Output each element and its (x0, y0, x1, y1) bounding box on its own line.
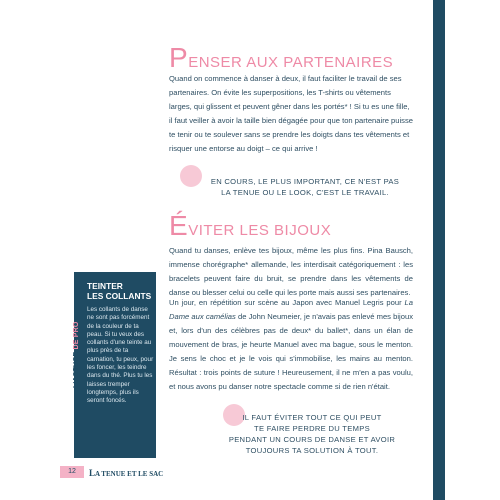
quote-line: EN COURS, LE PLUS IMPORTANT, CE N'EST PAS (210, 177, 400, 186)
sidebar-body: Les collants de danse ne sont pas forcément de la couleur de ta peau. Si tu veux des collants d'une teinte au plus près de ta carnation, tu peux, pour les foncer, les teindre dans du thé. Plus tu les laisses tremper longtemps, plus ils seront foncés. (87, 306, 154, 405)
heading-initial: É (169, 210, 189, 241)
paragraph-anecdote (169, 296, 413, 394)
quote-line: LA TENUE OU LE LOOK, C'EST LE TRAVAIL. (221, 188, 389, 197)
chapter-title-end: SAC (149, 470, 164, 478)
vertical-label-accent: DE PRO (73, 321, 80, 350)
heading-rest: ENSER AUX PARTENAIRES (188, 54, 394, 71)
chapter-title-initial: L (89, 468, 96, 478)
paragraph-bijoux: Quand tu danses, enlève tes bijoux, même les plus fins. Pina Bausch, immense chorégraphe* allemande, les interdisait catégoriquement : les bracelets peuvent faire du bruit, se prendre dans les vêtements de danse ou blesser celui ou celle qui les porte mais aussi ses partenaires. (169, 246, 413, 297)
vertical-label-part: L'ASTUCE (73, 349, 80, 388)
heading-eviter-les-bijoux (169, 206, 331, 243)
chapter-title (89, 465, 163, 481)
paragraph-partenaires: Quand on commence à danser à deux, il faut faciliter le travail de ses partenaires. On évite les superpositions, les T-shirts ou vêtements larges, qui glissent et peuvent gêner dans les portés* ! Si tu es une fille, il faut veiller à avoir la taille bien dégagée pour que ton partenaire puisse te tenir ou te soulever sans se prendre les doigts dans tes vêtements et risquer une entorse au doigt – ce qui arrive ! (169, 74, 414, 153)
sidebar-title (87, 281, 151, 301)
pull-quote-temps (196, 412, 428, 456)
heading-penser-aux-partenaires (169, 38, 393, 75)
sidebar-title-line: TEINTER (87, 281, 123, 291)
anecdote-text-end: de John Neumeier, je n'avais pas enlevé mes bijoux et, lors d'un des célèbres pas de deux* du ballet*, dans un élan de mouvement de bras, je heurte Manuel avec ma bague, sous le menton. Je sens le choc et je le vois qui s'immobilise, les mains au menton. Résultat : trois points de suture ! Heureusement, il ne m'en a pas voulu, et nous avons pu danser notre spectacle comme si de rien n'était. (169, 312, 413, 391)
heading-initial: P (169, 42, 189, 73)
tip-sidebar (74, 272, 156, 458)
chapter-title-rest: A TENUE ET LE (95, 470, 150, 478)
quote-line: IL FAUT ÉVITER TOUT CE QUI PEUT (242, 413, 382, 422)
sidebar-title-line: LES COLLANTS (87, 291, 152, 301)
anecdote-text-start: Un jour, en répétition sur scène au Japon avec Manuel Legris pour (169, 298, 405, 307)
heading-rest: VITER LES BIJOUX (188, 222, 332, 239)
quote-line: TOUJOURS TA SOLUTION À TOUT. (245, 446, 379, 455)
quote-line: PENDANT UN COURS DE DANSE ET AVOIR (228, 435, 396, 444)
sidebar-vertical-label (72, 308, 82, 388)
pull-quote-travail (188, 176, 422, 198)
page-number: 12 (60, 466, 84, 478)
right-edge-stripe (433, 0, 445, 500)
quote-line: TE FAIRE PERDRE DU TEMPS (254, 424, 370, 433)
ballet-title: La Dame aux camélias (169, 298, 413, 321)
